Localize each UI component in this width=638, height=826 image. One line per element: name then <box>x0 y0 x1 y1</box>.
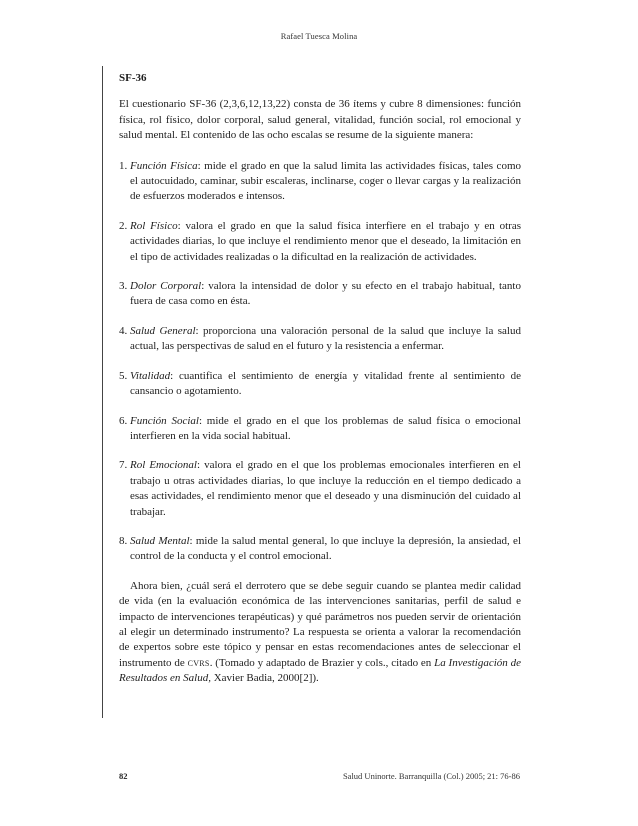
item-text: : valora el grado en el que los problemas emocionales interfieren en el trabajo u otras actividades diarias, lo que incluye la reducción en el tiempo dedicado a esas actividades, el rendimiento menor que el deseado y una disminución del cuidado al trabajar. <box>130 459 521 518</box>
item-number: 1. <box>119 159 128 172</box>
item-text: : mide el grado en el que los problemas de salud física o emocional interfieren en la vida social habitual. <box>130 414 521 442</box>
item-number: 4. <box>119 324 128 337</box>
closing-text: Xavier Badia, 2000[2]). <box>210 672 319 685</box>
list-item <box>119 414 521 445</box>
list-item <box>119 458 521 520</box>
closing-paragraph <box>119 579 521 687</box>
item-term: Rol Físico <box>130 219 178 232</box>
list-item <box>119 534 521 565</box>
item-text: : mide el grado en que la salud limita las actividades físicas, tales como el autocuidado, caminar, subir escaleras, inclinarse, coger o llevar cargas y la realización de esfuerzos moderados e intensos. <box>130 159 521 203</box>
item-text: : valora la intensidad de dolor y su efecto en el trabajo habitual, tanto fuera de casa como en ésta. <box>130 280 521 308</box>
running-head: Rafael Tuesca Molina <box>280 31 358 41</box>
item-number: 7. <box>119 459 128 472</box>
list-item <box>119 279 521 310</box>
list-item <box>119 219 521 265</box>
item-text: : mide la salud mental general, lo que incluye la depresión, la ansiedad, el control de la conducta y el control emocional. <box>130 534 521 563</box>
item-term: Función Social <box>130 414 199 427</box>
item-number: 5. <box>119 369 128 382</box>
abbreviation: CVRS <box>187 658 210 668</box>
item-term: Dolor Corporal <box>130 280 202 293</box>
closing-text: Ahora bien, ¿cuál será el derrotero que se debe seguir cuando se plantea medir calidad de vida (en la evaluación económica de las intervenciones sanitarias, perfil de salud e impacto de intervenciones terapéuticas) y qué parámetros nos pueden servir de orientación al elegir un determinado instrumento? La respuesta se orienta a valorar la recomendación de expertos sobre este tópico y pensar en estas recomendaciones antes de seleccionar el instrumento de <box>119 579 521 669</box>
closing-text: . (Tomado y adaptado de Brazier y cols., citado en <box>209 656 435 669</box>
item-text: : cuantifica el sentimiento de energía y vitalidad frente al sentimiento de cansancio o agotamiento. <box>130 369 521 398</box>
intro-paragraph: El cuestionario SF-36 (2,3,6,12,13,22) consta de 36 ítems y cubre 8 dimensiones: función física, rol físico, dolor corporal, salud general, vitalidad, función social, rol emocional y salud mental. El contenido de las ocho escalas se resume de la siguiente manera: <box>119 98 521 142</box>
item-term: Salud Mental <box>130 534 190 547</box>
list-item <box>119 369 521 400</box>
item-term: Rol Emocional <box>130 459 197 472</box>
section-title: SF-36 <box>119 72 147 84</box>
list-item <box>119 324 521 355</box>
item-text: : proporciona una valoración personal de la salud que incluye la salud actual, las perspectivas de salud en el futuro y la resistencia a enfermar. <box>130 324 521 353</box>
article-body <box>119 71 521 687</box>
page-number: 82 <box>119 771 128 781</box>
item-term: Vitalidad <box>130 369 171 382</box>
item-number: 8. <box>119 534 128 547</box>
item-number: 6. <box>119 414 128 427</box>
item-text: : valora el grado en que la salud física interfiere en el trabajo y en otras actividades diarias, lo que incluye el rendimiento menor que el deseado, la limitación en el tipo de actividades realizadas o la dificultad en la realización de actividades. <box>130 219 521 263</box>
list-item <box>119 159 521 205</box>
item-number: 3. <box>119 280 128 293</box>
journal-citation: Salud Uninorte. Barranquilla (Col.) 2005; 21: 76-86 <box>342 771 520 781</box>
margin-rule <box>102 66 103 718</box>
item-term: Salud General <box>130 324 196 337</box>
item-number: 2. <box>119 219 128 232</box>
dimension-list <box>119 159 521 565</box>
item-term: Función Física <box>130 159 198 172</box>
citation-title: La Investigación de Resultados en Salud, <box>119 656 522 685</box>
